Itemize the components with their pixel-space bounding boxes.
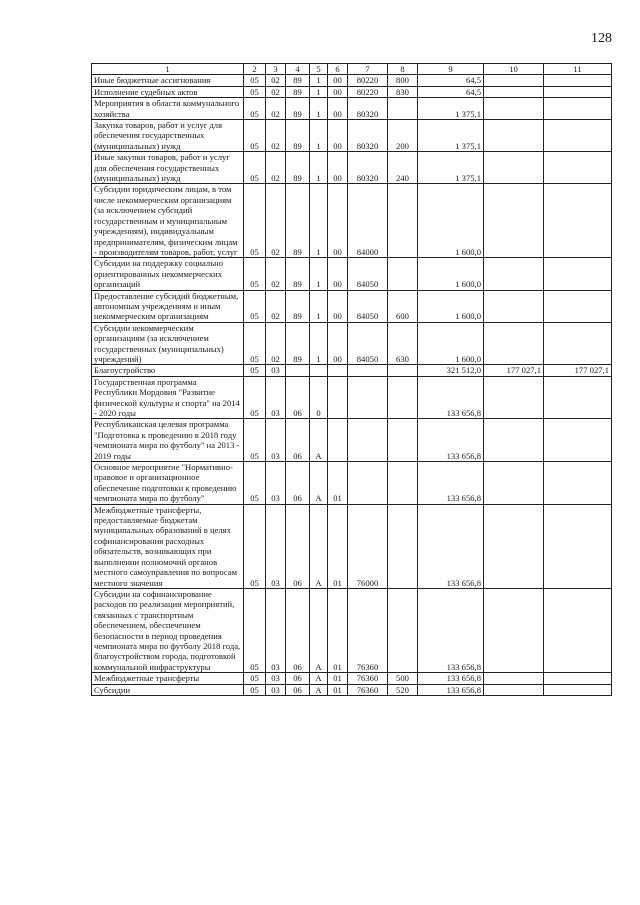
amount-2019: [484, 258, 544, 290]
code-subprogram: А: [310, 419, 328, 462]
code-program: 89: [286, 98, 310, 120]
code-subsection: 03: [266, 376, 286, 419]
amount-2018: 133 656,8: [418, 462, 484, 505]
code-program: 06: [286, 419, 310, 462]
code-main-event: 00: [328, 258, 348, 290]
table-row: [92, 419, 612, 462]
code-program: 06: [286, 462, 310, 505]
code-subprogram: А: [310, 462, 328, 505]
amount-2019: [484, 184, 544, 258]
code-subprogram: 1: [310, 322, 328, 365]
amount-2020: [544, 98, 612, 120]
code-direction: [348, 376, 388, 419]
code-expense-type: 240: [388, 152, 418, 184]
amount-2020: [544, 419, 612, 462]
code-direction: 80220: [348, 86, 388, 97]
amount-2019: [484, 86, 544, 97]
code-expense-type: [388, 588, 418, 672]
budget-table: [91, 63, 612, 696]
header-cell: 5: [310, 64, 328, 75]
amount-2018: 64,5: [418, 75, 484, 86]
code-subsection: 02: [266, 152, 286, 184]
code-direction: 84050: [348, 258, 388, 290]
amount-2019: [484, 120, 544, 152]
row-name: Основное мероприятие "Нормативно-правовое и организационное обеспечение подготовки к проведению чемпионата мира по футболу": [92, 462, 244, 505]
amount-2019: [484, 152, 544, 184]
code-section: 05: [244, 376, 266, 419]
table-row: [92, 504, 612, 588]
row-name: Межбюджетные трансферты: [92, 673, 244, 684]
row-name: Республиканская целевая программа "Подготовка к проведению в 2018 году чемпионата мира по футболу" на 2013 - 2019 годы: [92, 419, 244, 462]
code-subsection: 02: [266, 86, 286, 97]
row-name: Субсидии на софинансирование расходов по реализации мероприятий, связанных с транспортным обеспечением, обеспечением безопасности в период проведения чемпионата мира по футболу 2018 года, благоустройством города, подготовкой коммунальной инфраструктуры: [92, 588, 244, 672]
code-program: 89: [286, 290, 310, 322]
table-row: [92, 365, 612, 376]
row-name: Межбюджетные трансферты, предоставляемые бюджетам муниципальных образований в целях софинансирования расходных обязательств, возникающих при выполнении полномочий органов местного самоуправления по вопросам местного значения: [92, 504, 244, 588]
amount-2019: [484, 504, 544, 588]
code-subsection: 03: [266, 419, 286, 462]
code-main-event: 01: [328, 462, 348, 505]
table-row: [92, 98, 612, 120]
code-section: 05: [244, 152, 266, 184]
code-subsection: 02: [266, 258, 286, 290]
table-row: [92, 684, 612, 695]
amount-2020: [544, 75, 612, 86]
code-subsection: 03: [266, 684, 286, 695]
code-expense-type: [388, 98, 418, 120]
code-program: 89: [286, 258, 310, 290]
amount-2020: [544, 86, 612, 97]
code-main-event: [328, 376, 348, 419]
table-row: [92, 152, 612, 184]
code-subsection: 02: [266, 98, 286, 120]
code-direction: 84000: [348, 184, 388, 258]
code-main-event: 00: [328, 290, 348, 322]
code-section: 05: [244, 322, 266, 365]
amount-2019: [484, 684, 544, 695]
code-expense-type: 600: [388, 290, 418, 322]
amount-2018: 1 375,1: [418, 120, 484, 152]
code-subprogram: 1: [310, 86, 328, 97]
row-name: Субсидии юридическим лицам, в том числе некоммерческим организациям (за исключением субсидий государственным и муниципальным учреждениям), индивидуальным предпринимателям, физическим лицам - производителям товаров, работ, услуг: [92, 184, 244, 258]
code-main-event: [328, 365, 348, 376]
code-main-event: 00: [328, 98, 348, 120]
amount-2020: [544, 684, 612, 695]
amount-2018: 133 656,8: [418, 376, 484, 419]
code-section: 05: [244, 419, 266, 462]
row-name: Государственная программа Республики Мордовия "Развитие физической культуры и спорта" на 2014 - 2020 годы: [92, 376, 244, 419]
code-subsection: 02: [266, 75, 286, 86]
amount-2018: 133 656,8: [418, 684, 484, 695]
amount-2019: [484, 462, 544, 505]
code-subsection: 03: [266, 588, 286, 672]
amount-2019: [484, 290, 544, 322]
code-program: 89: [286, 86, 310, 97]
code-program: 06: [286, 588, 310, 672]
amount-2018: 133 656,8: [418, 504, 484, 588]
code-subsection: 02: [266, 322, 286, 365]
amount-2019: [484, 98, 544, 120]
code-subsection: 03: [266, 673, 286, 684]
amount-2020: [544, 184, 612, 258]
header-cell: 2: [244, 64, 266, 75]
code-subprogram: 1: [310, 120, 328, 152]
code-program: [286, 365, 310, 376]
code-expense-type: 800: [388, 75, 418, 86]
amount-2018: 1 600,0: [418, 322, 484, 365]
code-direction: 80220: [348, 75, 388, 86]
code-section: 05: [244, 120, 266, 152]
header-cell: 6: [328, 64, 348, 75]
code-direction: 76360: [348, 684, 388, 695]
code-expense-type: 520: [388, 684, 418, 695]
table-row: [92, 290, 612, 322]
header-cell: 1: [92, 64, 244, 75]
code-section: 05: [244, 673, 266, 684]
amount-2018: 133 656,8: [418, 419, 484, 462]
code-section: 05: [244, 258, 266, 290]
amount-2018: 1 375,1: [418, 98, 484, 120]
amount-2020: [544, 152, 612, 184]
table-row: [92, 322, 612, 365]
code-direction: 76360: [348, 673, 388, 684]
table-row: [92, 86, 612, 97]
code-expense-type: 630: [388, 322, 418, 365]
row-name: Субсидии: [92, 684, 244, 695]
row-name: Субсидии на поддержку социально ориентированных некоммерческих организаций: [92, 258, 244, 290]
code-expense-type: [388, 504, 418, 588]
code-main-event: 01: [328, 684, 348, 695]
table-row: [92, 75, 612, 86]
code-subsection: 03: [266, 504, 286, 588]
amount-2019: [484, 588, 544, 672]
code-expense-type: [388, 462, 418, 505]
code-main-event: 00: [328, 322, 348, 365]
code-main-event: 01: [328, 588, 348, 672]
amount-2020: [544, 504, 612, 588]
table-row: [92, 258, 612, 290]
code-main-event: 00: [328, 184, 348, 258]
table-row: [92, 673, 612, 684]
amount-2019: [484, 75, 544, 86]
amount-2018: 1 600,0: [418, 290, 484, 322]
table-row: [92, 376, 612, 419]
code-program: 89: [286, 120, 310, 152]
code-section: 05: [244, 184, 266, 258]
amount-2018: 1 375,1: [418, 152, 484, 184]
table-row: [92, 184, 612, 258]
code-main-event: 00: [328, 75, 348, 86]
row-name: Иные бюджетные ассигнования: [92, 75, 244, 86]
code-subprogram: 1: [310, 75, 328, 86]
amount-2020: [544, 258, 612, 290]
amount-2019: [484, 673, 544, 684]
code-program: 89: [286, 152, 310, 184]
row-name: Предоставление субсидий бюджетным, автономным учреждениям и иным некоммерческим организациям: [92, 290, 244, 322]
code-subprogram: 1: [310, 184, 328, 258]
code-subprogram: 1: [310, 258, 328, 290]
code-subprogram: 0: [310, 376, 328, 419]
code-section: 05: [244, 462, 266, 505]
code-direction: 84050: [348, 290, 388, 322]
code-main-event: [328, 419, 348, 462]
row-name: Субсидии некоммерческим организациям (за исключением государственных (муниципальных) учреждений): [92, 322, 244, 365]
code-subprogram: А: [310, 673, 328, 684]
header-cell: 4: [286, 64, 310, 75]
code-subprogram: 1: [310, 98, 328, 120]
code-subprogram: А: [310, 504, 328, 588]
code-direction: [348, 419, 388, 462]
code-program: 06: [286, 376, 310, 419]
row-name: Исполнение судебных актов: [92, 86, 244, 97]
code-expense-type: [388, 365, 418, 376]
code-main-event: 00: [328, 152, 348, 184]
code-direction: 84050: [348, 322, 388, 365]
header-cell: 9: [418, 64, 484, 75]
code-expense-type: [388, 258, 418, 290]
code-program: 06: [286, 504, 310, 588]
table-row: [92, 120, 612, 152]
code-subprogram: А: [310, 588, 328, 672]
table-body: [92, 64, 612, 696]
code-program: 06: [286, 673, 310, 684]
header-cell: 8: [388, 64, 418, 75]
code-expense-type: [388, 184, 418, 258]
code-direction: 76000: [348, 504, 388, 588]
row-name: Закупка товаров, работ и услуг для обеспечения государственных (муниципальных) нужд: [92, 120, 244, 152]
amount-2018: 64,5: [418, 86, 484, 97]
amount-2020: [544, 290, 612, 322]
amount-2020: [544, 462, 612, 505]
amount-2018: 1 600,0: [418, 258, 484, 290]
code-subprogram: А: [310, 684, 328, 695]
header-cell: 10: [484, 64, 544, 75]
code-expense-type: [388, 376, 418, 419]
row-name: Мероприятия в области коммунального хозяйства: [92, 98, 244, 120]
code-direction: 80320: [348, 98, 388, 120]
row-name: Иные закупки товаров, работ и услуг для обеспечения государственных (муниципальных) нужд: [92, 152, 244, 184]
amount-2019: [484, 376, 544, 419]
code-subsection: 02: [266, 290, 286, 322]
code-program: 06: [286, 684, 310, 695]
amount-2020: 177 027,1: [544, 365, 612, 376]
amount-2018: 321 512,0: [418, 365, 484, 376]
row-name: Благоустройство: [92, 365, 244, 376]
code-direction: 80320: [348, 152, 388, 184]
code-main-event: 00: [328, 86, 348, 97]
table-row: [92, 462, 612, 505]
amount-2020: [544, 376, 612, 419]
code-main-event: 01: [328, 673, 348, 684]
code-section: 05: [244, 684, 266, 695]
code-direction: [348, 365, 388, 376]
code-main-event: 01: [328, 504, 348, 588]
code-section: 05: [244, 75, 266, 86]
amount-2020: [544, 322, 612, 365]
amount-2019: 177 027,1: [484, 365, 544, 376]
header-cell: 3: [266, 64, 286, 75]
code-section: 05: [244, 365, 266, 376]
code-section: 05: [244, 504, 266, 588]
code-direction: 80320: [348, 120, 388, 152]
code-direction: [348, 462, 388, 505]
amount-2018: 133 656,8: [418, 588, 484, 672]
code-direction: 76360: [348, 588, 388, 672]
amount-2018: 133 656,8: [418, 673, 484, 684]
table-row: [92, 588, 612, 672]
page-number: 128: [591, 31, 612, 46]
code-program: 89: [286, 75, 310, 86]
code-expense-type: 200: [388, 120, 418, 152]
header-row: [92, 64, 612, 75]
code-main-event: 00: [328, 120, 348, 152]
code-subprogram: [310, 365, 328, 376]
code-section: 05: [244, 98, 266, 120]
code-expense-type: 830: [388, 86, 418, 97]
amount-2018: 1 600,0: [418, 184, 484, 258]
header-cell: 11: [544, 64, 612, 75]
code-subprogram: 1: [310, 290, 328, 322]
code-program: 89: [286, 184, 310, 258]
code-expense-type: [388, 419, 418, 462]
code-expense-type: 500: [388, 673, 418, 684]
amount-2020: [544, 588, 612, 672]
code-subprogram: 1: [310, 152, 328, 184]
amount-2019: [484, 419, 544, 462]
amount-2020: [544, 120, 612, 152]
amount-2019: [484, 322, 544, 365]
code-section: 05: [244, 290, 266, 322]
code-section: 05: [244, 588, 266, 672]
code-program: 89: [286, 322, 310, 365]
amount-2020: [544, 673, 612, 684]
code-subsection: 03: [266, 365, 286, 376]
code-section: 05: [244, 86, 266, 97]
header-cell: 7: [348, 64, 388, 75]
code-subsection: 02: [266, 184, 286, 258]
code-subsection: 02: [266, 120, 286, 152]
code-subsection: 03: [266, 462, 286, 505]
